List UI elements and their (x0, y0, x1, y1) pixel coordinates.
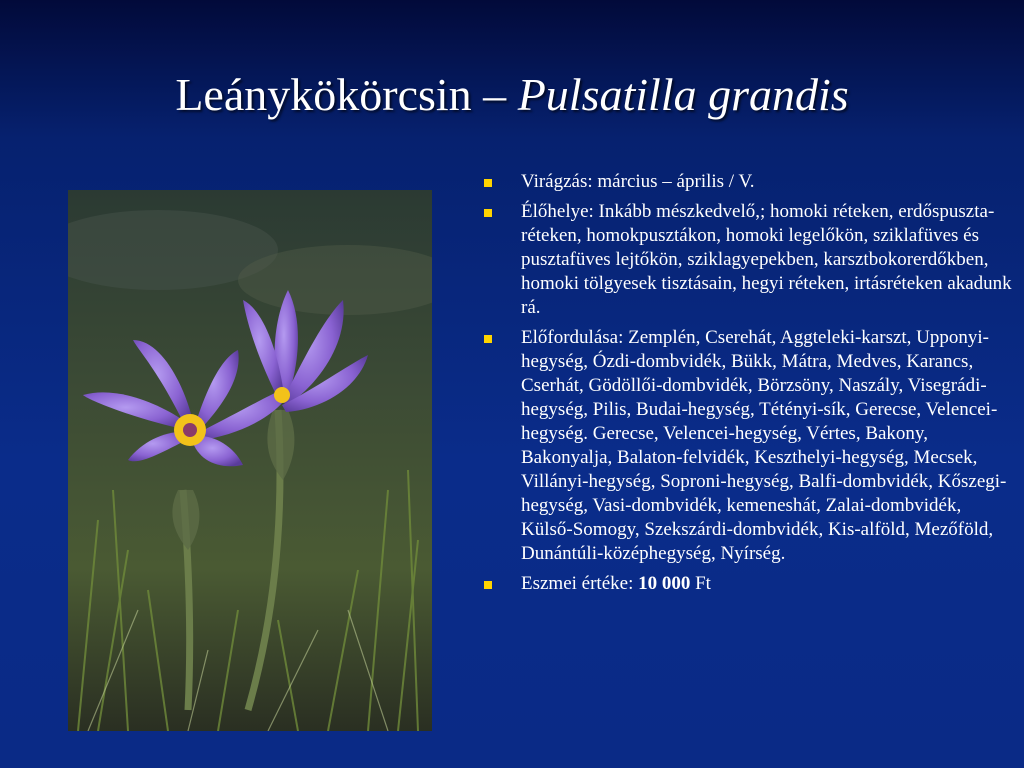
bullet-square-icon (484, 179, 492, 187)
list-item-occurrence (484, 326, 1012, 566)
pasque-flower-illustration (68, 190, 432, 731)
flowering-text: Virágzás: március – április / V. (521, 171, 755, 192)
value-label: Eszmei értéke: (521, 573, 639, 594)
habitat-text: Élőhelye: Inkább mészkedvelő,; homoki réteken, erdőspuszta-réteken, homokpusztákon, homoki legelőkön, sziklafüves és pusztafüves lejtőkön, sziklagyepekben, karsztbokorerdőkben, homoki tölgyesek tisztásain, hegyi réteken, irtásréteken akadunk rá. (521, 201, 1012, 318)
list-item-flowering (484, 170, 1012, 194)
value-amount: 10 000 (638, 573, 691, 594)
slide-title (0, 64, 1024, 126)
flower-photo (68, 190, 432, 731)
title-common-name: Leánykökörcsin – (175, 69, 518, 120)
list-item-habitat (484, 200, 1012, 320)
info-bullet-list (484, 170, 1012, 602)
bullet-square-icon (484, 335, 492, 343)
list-item-value (484, 572, 1012, 596)
bullet-square-icon (484, 581, 492, 589)
title-latin-name: Pulsatilla grandis (517, 69, 849, 120)
occurrence-text: Előfordulása: Zemplén, Cserehát, Aggteleki-karszt, Upponyi-hegység, Ózdi-dombvidék, Bükk, Mátra, Medves, Karancs, Cserhát, Gödöllői-dombvidék, Börzsöny, Naszály, Visegrádi-hegység, Pilis, Budai-hegység, Tétényi-sík, Gerecse, Velencei-hegység. Gerecse, Velencei-hegység, Vértes, Bakony, Bakonyalja, Balaton-felvidék, Keszthelyi-hegység, Mecsek, Villányi-hegység, Soproni-hegység, Balfi-dombvidék, Kőszegi-hegység, Vasi-dombvidék, kemeneshát, Zalai-dombvidék, Külső-Somogy, Szekszárdi-dombvidék, Kis-alföld, Mezőföld, Dunántúli-középhegység, Nyírség. (521, 327, 1007, 564)
bullet-square-icon (484, 209, 492, 217)
value-unit: Ft (690, 573, 711, 594)
